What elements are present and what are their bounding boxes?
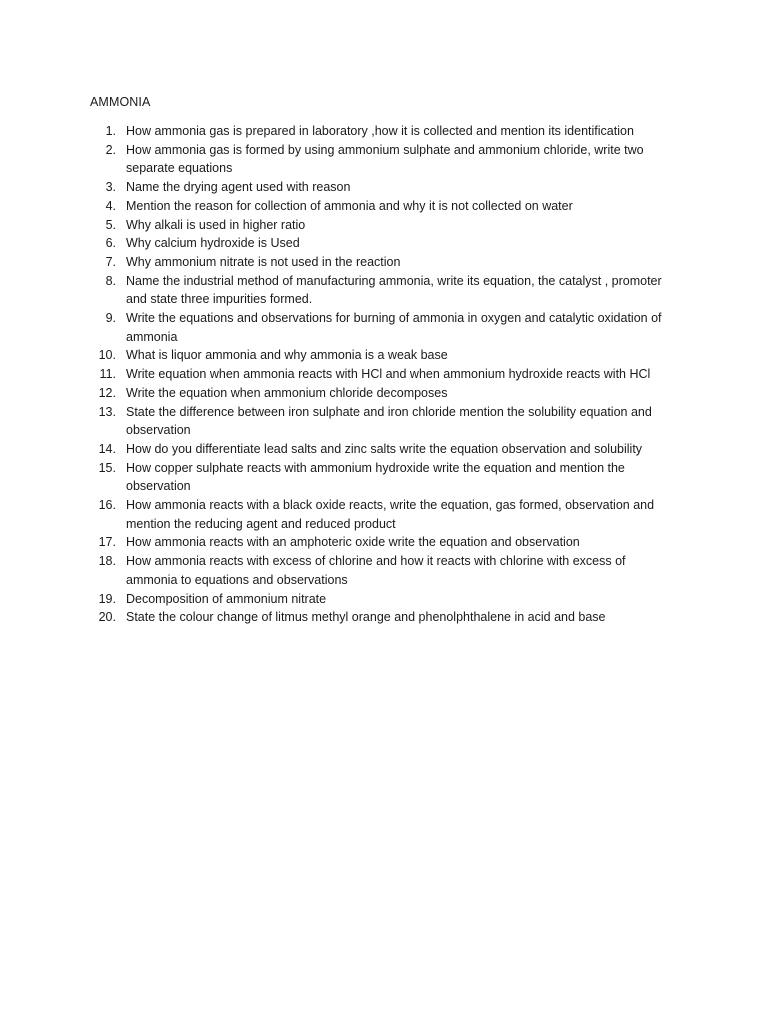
question-number: 6. [105, 236, 116, 251]
question-item [0, 496, 768, 533]
question-text: What is liquor ammonia and why ammonia is a weak base [126, 348, 448, 363]
question-item [0, 384, 768, 403]
question-text: State the colour change of litmus methyl orange and phenolphthalene in acid and base [126, 610, 606, 625]
question-text: How ammonia reacts with a black oxide reacts, write the equation, gas formed, observation and mention the reducing agent and reduced product [126, 498, 655, 531]
question-text: How ammonia gas is formed by using ammonium sulphate and ammonium chloride, write two separate equations [126, 142, 644, 176]
question-number: 2. [105, 142, 116, 157]
question-item [0, 253, 768, 272]
question-list [0, 122, 768, 627]
question-text: Write equation when ammonia reacts with HCl and when ammonium hydroxide reacts with HCl [126, 367, 651, 382]
question-number: 7. [105, 254, 116, 269]
question-item [0, 141, 768, 178]
question-number: 17. [98, 535, 116, 550]
question-text: Write the equation when ammonium chloride decomposes [126, 385, 448, 400]
question-item [0, 234, 768, 253]
question-number: 10. [98, 348, 116, 363]
question-text: How ammonia reacts with an amphoteric oxide write the equation and observation [126, 535, 580, 550]
question-text: Decomposition of ammonium nitrate [126, 591, 327, 606]
question-item [0, 365, 768, 384]
question-number: 20. [98, 610, 116, 625]
question-text: State the difference between iron sulphate and iron chloride mention the solubility equation and observation [126, 404, 652, 438]
question-text: How copper sulphate reacts with ammonium hydroxide write the equation and mention the observation [126, 460, 625, 494]
question-number: 13. [98, 404, 116, 419]
question-number: 16. [98, 498, 116, 513]
question-number: 12. [98, 385, 116, 400]
question-text: Mention the reason for collection of ammonia and why it is not collected on water [126, 198, 573, 213]
question-text: How do you differentiate lead salts and zinc salts write the equation observation and solubility [126, 441, 643, 456]
question-text: Name the drying agent used with reason [126, 180, 351, 195]
question-item [0, 216, 768, 235]
question-item [0, 440, 768, 459]
question-text: Why calcium hydroxide is Used [126, 236, 300, 251]
question-text: How ammonia gas is prepared in laboratory ,how it is collected and mention its identification [126, 124, 634, 138]
question-item [0, 590, 768, 609]
question-number: 8. [105, 273, 116, 288]
question-number: 3. [105, 180, 116, 195]
question-item [0, 608, 768, 627]
question-text: How ammonia reacts with excess of chlorine and how it reacts with chlorine with excess of ammonia to equations and observations [126, 554, 626, 587]
question-number: 9. [105, 311, 116, 326]
question-item [0, 122, 768, 141]
question-item [0, 346, 768, 365]
question-number: 18. [98, 554, 116, 569]
question-text: Why ammonium nitrate is not used in the reaction [126, 254, 401, 269]
question-number: 19. [98, 591, 116, 606]
question-item [0, 533, 768, 552]
question-item [0, 178, 768, 197]
document-title: AMMONIA [90, 95, 151, 109]
question-item [0, 309, 768, 346]
question-number: 4. [105, 198, 116, 213]
question-text: Write the equations and observations for burning of ammonia in oxygen and catalytic oxidation of ammonia [126, 311, 662, 344]
question-item [0, 403, 768, 440]
question-item [0, 552, 768, 589]
question-number: 11. [99, 367, 116, 382]
question-item [0, 197, 768, 216]
question-number: 15. [98, 460, 116, 475]
question-text: Name the industrial method of manufacturing ammonia, write its equation, the catalyst , promoter and state three impurities formed. [126, 273, 662, 307]
question-number: 14. [98, 441, 116, 456]
question-number: 5. [105, 217, 116, 232]
question-item [0, 272, 768, 309]
question-text: Why alkali is used in higher ratio [126, 217, 306, 232]
question-item [0, 459, 768, 496]
question-number: 1. [105, 124, 116, 138]
